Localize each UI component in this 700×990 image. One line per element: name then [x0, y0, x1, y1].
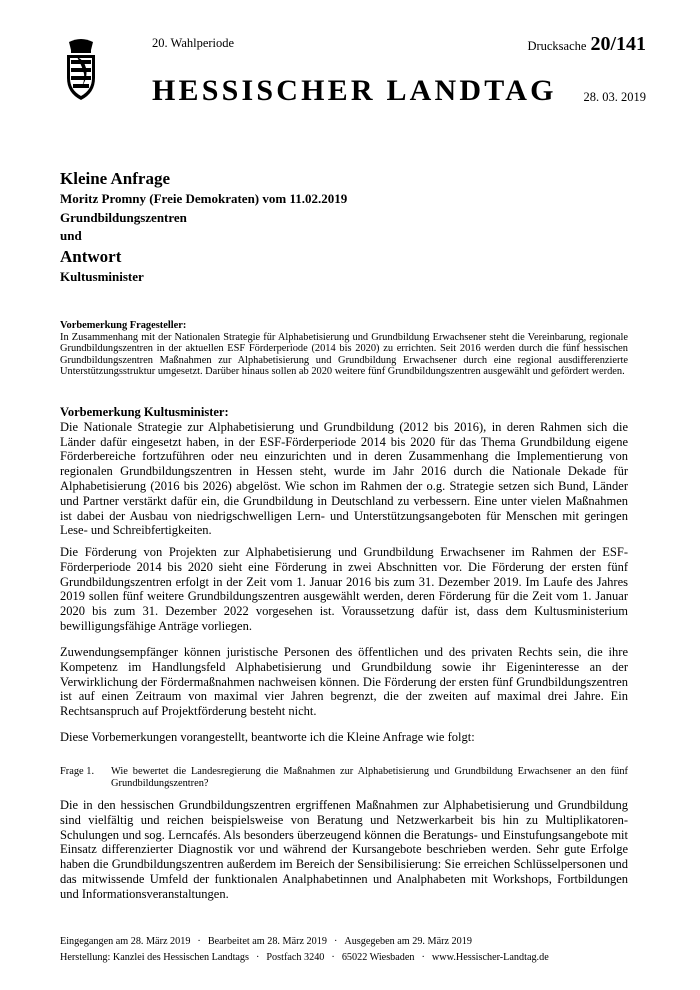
drucksache: [527, 33, 646, 56]
frage-1: [60, 766, 628, 790]
footer-imprint: [60, 952, 640, 963]
drucksache-label: Drucksache: [527, 39, 587, 53]
footer-separator: ·: [197, 936, 201, 947]
vorbemerkung-minister-p1: Die Nationale Strategie zur Alphabetisierung und Grundbildung (2012 bis 2016), in deren Rahmen sich die Länder dafür eingesetzt haben, in der ESF-Förderperiode 2014 bis 2020 für das Thema Grundbildung eigene Förderbereiche fortzuführen oder neu einzurichten und in deren Zusammenhang die Implementierung von regionalen Grundbildungszentren in Hessen steht, wurde im Jahr 2016 durch die Nationale Dekade für Alphabetisierung (2016 bis 2026) abgelöst. Wie schon im Rahmen der o.g. Strategie setzen sich Bund, Länder und Partner verstärkt dafür ein, die Grundbildung in Deutschland zu verbessern. Eine unter vielen Maßnahmen ist dabei der Ausbau von niedrigschwelligen Lern- und Unterstützungsangeboten für Menschen mit geringen Lese- und Schreibfertigkeiten.: [60, 419, 628, 538]
vorbemerkung-minister-label: Vorbemerkung Kultusminister:: [60, 405, 229, 419]
vorbemerkung-minister-p4: Diese Vorbemerkungen vorangestellt, beantworte ich die Kleine Anfrage wie folgt:: [60, 730, 475, 744]
footer-separator: ·: [331, 952, 335, 963]
title-kleine-anfrage: Kleine Anfrage: [60, 169, 171, 188]
document-date: 28. 03. 2019: [583, 90, 646, 104]
frage-1-label: Frage 1.: [60, 766, 95, 777]
footer-separator: ·: [333, 936, 338, 947]
footer-ort: 65022 Wiesbaden: [341, 952, 415, 963]
author-line: Moritz Promny (Freie Demokraten) vom 11.02.2019: [60, 191, 348, 206]
footer-website-link[interactable]: www.Hessischer-Landtag.de: [431, 952, 549, 963]
footer-separator: ·: [421, 952, 425, 963]
vorbemerkung-minister-p3: Zuwendungsempfänger können juristische Personen des öffentlichen und des privaten Rechts sein, die ihre Kompetenz im Handlungsfeld Alphabetisierung und Grundbildung sowie ihr Eigeninteresse an der Verwirklichung der Fördermaßnahmen nachweisen können. Die Förderung der ersten fünf Grundbildungszentren ist auf einen Zeitraum von maximal vier Jahren begrenzt, die der zweiten auf maximal drei Jahre. Ein Rechtsanspruch auf Projektförderung besteht nicht.: [60, 645, 628, 719]
vorbemerkung-minister: [60, 405, 628, 538]
drucksache-number: 20/141: [590, 33, 646, 55]
footer-bearbeitet: Bearbeitet am 28. März 2019: [207, 936, 327, 947]
hessen-coat-of-arms-icon: [64, 38, 98, 102]
title-antwort: Antwort: [60, 246, 122, 266]
frage-1-question: Wie bewertet die Landesregierung die Maßnahmen zur Alphabetisierung und Grundbildung Erwachsener an den fünf Grundbildungszentren?: [111, 766, 628, 789]
and-line: und: [60, 228, 82, 243]
antwort-1: Die in den hessischen Grundbildungszentren ergriffenen Maßnahmen zur Alphabetisierung und Grundbildung sind vielfältig und reichen beispielsweise von Beratung und Netzwerkarbeit bis hin zu Multiplikatoren-Schulungen und sog. Lerncafés. Als besonders überzeugend können die Beratungs- und Einstufungsangebote mit Einsatz differenzierter Diagnostik vor und während der Kursangebote beschrieben werden. Sehr gute Erfolge haben die Grundbildungszentren außerdem im Bereich der Sensibilisierung: Sie erreichen Schlüsselpersonen und das mitwissende Umfeld der funktionalen Analphabetinnen und Analphabeten mit Workshops, Fortbildungen und Informationsveranstaltungen.: [60, 798, 628, 901]
vorbemerkung-minister-p2: Die Förderung von Projekten zur Alphabetisierung und Grundbildung Erwachsener im Rahmen der ESF-Förderperiode 2014 bis 2020 sieht eine Förderung in zwei Abschnitten vor. Die Förderung der ersten fünf Grundbildungszentren erfolgt in der Zeit vom 1. Januar 2016 bis zum 31. Dezember 2019. Im Laufe des Jahres 2019 sollen fünf weitere Grundbildungszentren ausgewählt werden, deren Förderung für die Zeit vom 1. Januar 2020 bis zum 31. Dezember 2022 vorgesehen ist. Voraussetzung dafür ist, dass dem Kultusministerium bewilligungsfähige Anträge vorliegen.: [60, 545, 628, 633]
vorbemerkung-fragesteller: [60, 320, 628, 378]
footer-dates: [60, 936, 640, 947]
subject-line: Grundbildungszentren: [60, 209, 187, 225]
parliament-name: HESSISCHER LANDTAG: [152, 74, 557, 107]
vorbemerkung-fragesteller-label: Vorbemerkung Fragesteller:: [60, 320, 187, 331]
document-titles: [60, 168, 620, 286]
footer-separator: ·: [255, 952, 260, 963]
footer-eingegangen: Eingegangen am 28. März 2019: [60, 936, 191, 947]
footer-herstellung: Herstellung: Kanzlei des Hessischen Landtags: [60, 952, 249, 963]
responder-line: Kultusminister: [60, 268, 144, 284]
footer-ausgegeben: Ausgegeben am 29. März 2019: [344, 936, 472, 947]
vorbemerkung-fragesteller-text: In Zusammenhang mit der Nationalen Strategie für Alphabetisierung und Grundbildung Erwachsener steht die Vereinbarung, regionale Grundbildungszentren in der aktuellen ESF Förderperiode (2014 bis 2020) zu errichten. Seit 2016 werden durch die fünf hessischen Grundbildungszentren Maßnahmen zur Alphabetisierung und Grundbildung Erwachsener durch eine regional ausdifferenzierte Unterstützungsstruktur umgesetzt. Darüber hinaus sollen ab 2020 weitere fünf Grundbildungszentren ausgewählt und gefördert werden.: [60, 331, 628, 378]
wahlperiode: 20. Wahlperiode: [152, 36, 235, 50]
footer-postfach: Postfach 3240: [266, 952, 325, 963]
